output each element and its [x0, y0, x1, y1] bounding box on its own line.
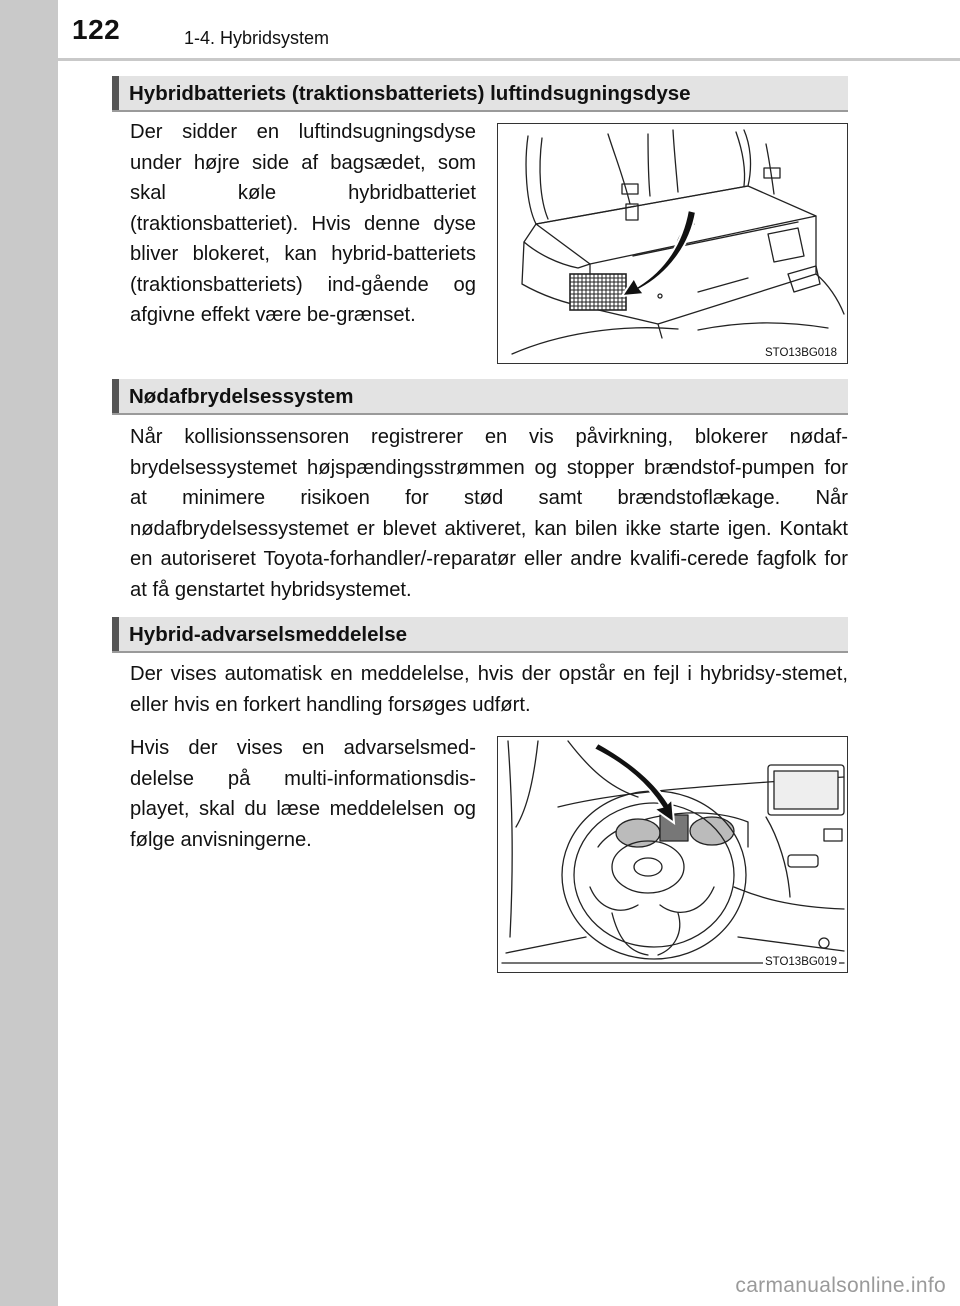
paragraph-emergency-shutoff: Når kollisionssensoren registrerer en vis påvirkning, blokerer nødaf-brydelsessystemet højspændingsstrømmen og stopper brændstof-pumpen for at minimere risikoen for stød samt brændstoflækage. Når nødafbrydelsessystemet er blevet aktiveret, kan bilen ikke starte igen. Kontakt en autoriseret Toyota-forhandler/-reparatør eller andre kvalifi-cerede fagfolk for at få genstartet hybridsystemet.	[130, 426, 848, 601]
figure-code: STO13BG018	[764, 347, 837, 359]
heading-bar	[112, 379, 119, 413]
section-title: Hybrid-advarselsmeddelelse	[129, 623, 408, 646]
side-tab	[0, 0, 58, 1306]
section-heading-emergency-shutoff	[112, 379, 848, 415]
figure-rear-seat-intake	[497, 123, 848, 364]
dashboard-illustration	[498, 737, 848, 973]
figure-steering-display	[497, 736, 848, 973]
pointer-arrow	[594, 743, 674, 823]
heading-bar	[112, 617, 119, 651]
page-number: 122	[72, 14, 121, 45]
intake-grille	[570, 274, 626, 310]
rear-seat-illustration	[498, 124, 848, 364]
watermark: carmanualsonline.info	[735, 1274, 946, 1297]
paragraph-air-intake: Der sidder en luftindsugningsdyse under højre side af bagsædet, som skal køle hybridbatteriet (traktionsbatteriet). Hvis denne dyse bliver blokeret, kan hybrid-batteriets (traktionsbatteriets) ind-gående og afgivne effekt være be-grænset.	[130, 121, 476, 326]
section-title: Nødafbrydelsessystem	[129, 385, 354, 408]
section-title: Hybridbatteriets (traktionsbatteriets) luftindsugningsdyse	[129, 82, 691, 105]
paragraph-display-instructions: Hvis der vises en advarselsmed-delelse på multi-informationsdis-playet, skal du læse meddelelsen og følge anvisningerne.	[130, 737, 476, 851]
figure-code: STO13BG019	[764, 956, 837, 968]
chapter-title: 1-4. Hybridsystem	[184, 28, 330, 48]
pointer-arrow	[622, 210, 696, 296]
paragraph-warning-message: Der vises automatisk en meddelelse, hvis der opstår en fejl i hybridsy-stemet, eller hvis en forkert handling forsøges udført.	[130, 663, 848, 716]
section-heading-air-intake	[112, 76, 848, 112]
header-rule	[58, 58, 960, 61]
heading-bar	[112, 76, 119, 110]
section-heading-warning-message	[112, 617, 848, 653]
